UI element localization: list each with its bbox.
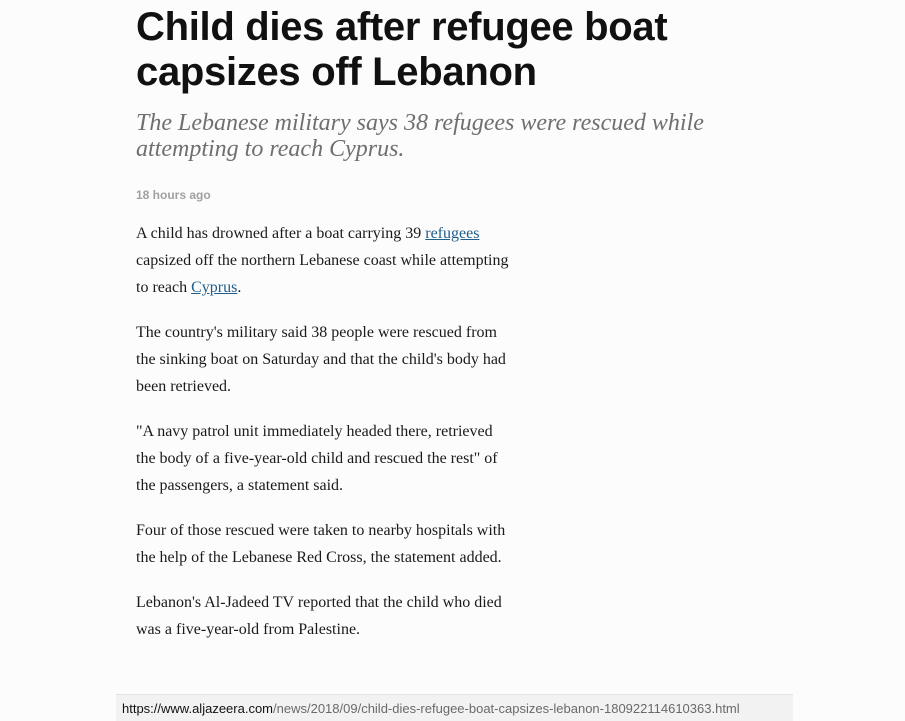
article-body [136, 220, 516, 643]
status-url-domain: https://www.aljazeera.com [122, 701, 274, 716]
paragraph-1-text-b: capsized off the northern Lebanese coast while attempting to reach [136, 252, 509, 296]
paragraph-1-text-c: . [237, 279, 242, 296]
status-url-path: /news/2018/09/child-dies-refugee-boat-capsizes-lebanon-180922114610363.html [273, 701, 740, 716]
paragraph-2: The country's military said 38 people were rescued from the sinking boat on Saturday and that the child's body had been retrieved. [136, 324, 506, 395]
cyprus-link[interactable]: Cyprus [191, 279, 238, 296]
paragraph-5: Lebanon's Al-Jadeed TV reported that the child who died was a five-year-old from Palestine. [136, 594, 502, 638]
paragraph-1 [136, 220, 516, 301]
article [136, 0, 816, 661]
article-timestamp: 18 hours ago [136, 188, 211, 202]
link-preview-status-bar [116, 694, 793, 721]
paragraph-3: "A navy patrol unit immediately headed there, retrieved the body of a five-year-old child and rescued the rest" of the passengers, a statement said. [136, 423, 498, 494]
article-headline: Child dies after refugee boat capsizes off Lebanon [136, 5, 668, 94]
paragraph-4: Four of those rescued were taken to nearby hospitals with the help of the Lebanese Red Cross, the statement added. [136, 522, 506, 566]
article-subhead: The Lebanese military says 38 refugees were rescued while attempting to reach Cyprus. [136, 110, 704, 162]
refugees-link[interactable]: refugees [425, 225, 480, 242]
paragraph-1-text-a: A child has drowned after a boat carrying 39 [136, 225, 426, 242]
